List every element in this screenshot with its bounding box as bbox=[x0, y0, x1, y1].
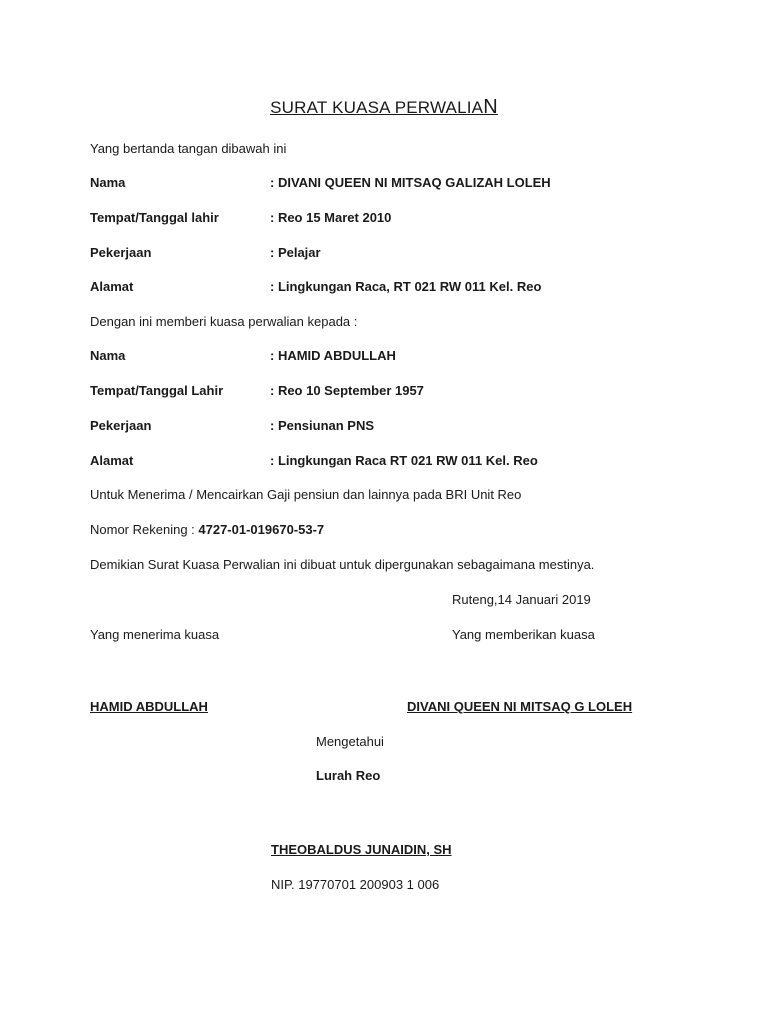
intro-text: Yang bertanda tangan dibawah ini bbox=[90, 141, 287, 156]
official-nip: NIP. 19770701 200903 1 006 bbox=[271, 877, 440, 892]
official-title: Lurah Reo bbox=[316, 768, 381, 783]
grantee-job-value: : Pensiunan PNS bbox=[270, 418, 375, 433]
grantor-job-value: : Pelajar bbox=[270, 245, 321, 260]
place-date: Ruteng,14 Januari 2019 bbox=[452, 592, 591, 607]
closing-text: Demikian Surat Kuasa Perwalian ini dibuat untuk dipergunakan sebagaimana mestinya. bbox=[90, 557, 595, 572]
grantor-address-value: : Lingkungan Raca, RT 021 RW 011 Kel. Reo bbox=[270, 279, 542, 294]
title-main: SURAT KUASA PERWALIA bbox=[270, 98, 484, 117]
document-title bbox=[0, 96, 768, 119]
official-name: THEOBALDUS JUNAIDIN, SH bbox=[271, 842, 452, 857]
grantor-birth-value: : Reo 15 Maret 2010 bbox=[270, 210, 392, 225]
account-number: 4727-01-019670-53-7 bbox=[198, 522, 325, 537]
grantor-address-label: Alamat bbox=[90, 279, 134, 294]
grantor-birth-label: Tempat/Tanggal lahir bbox=[90, 210, 219, 225]
grant-statement: Dengan ini memberi kuasa perwalian kepada : bbox=[90, 314, 358, 329]
grantor-name-label: Nama bbox=[90, 175, 126, 190]
grantee-name-label: Nama bbox=[90, 348, 126, 363]
account-label: Nomor Rekening : bbox=[90, 522, 199, 537]
grantee-job-label: Pekerjaan bbox=[90, 418, 152, 433]
grantee-name-value: : HAMID ABDULLAH bbox=[270, 348, 396, 363]
purpose-text: Untuk Menerima / Mencairkan Gaji pensiun dan lainnya pada BRI Unit Reo bbox=[90, 487, 522, 502]
title-last-letter: N bbox=[483, 96, 498, 118]
grantee-address-label: Alamat bbox=[90, 453, 134, 468]
grantor-name-value: : DIVANI QUEEN NI MITSAQ GALIZAH LOLEH bbox=[270, 175, 551, 190]
giver-signature-name: DIVANI QUEEN NI MITSAQ G LOLEH bbox=[407, 699, 633, 714]
giver-label: Yang memberikan kuasa bbox=[452, 627, 595, 642]
grantee-birth-value: : Reo 10 September 1957 bbox=[270, 383, 424, 398]
receiver-signature-name: HAMID ABDULLAH bbox=[90, 699, 208, 714]
grantor-job-label: Pekerjaan bbox=[90, 245, 152, 260]
grantee-address-value: : Lingkungan Raca RT 021 RW 011 Kel. Reo bbox=[270, 453, 538, 468]
account-line bbox=[90, 522, 324, 538]
receiver-label: Yang menerima kuasa bbox=[90, 627, 220, 642]
acknowledged-text: Mengetahui bbox=[316, 734, 384, 749]
grantee-birth-label: Tempat/Tanggal Lahir bbox=[90, 383, 224, 398]
